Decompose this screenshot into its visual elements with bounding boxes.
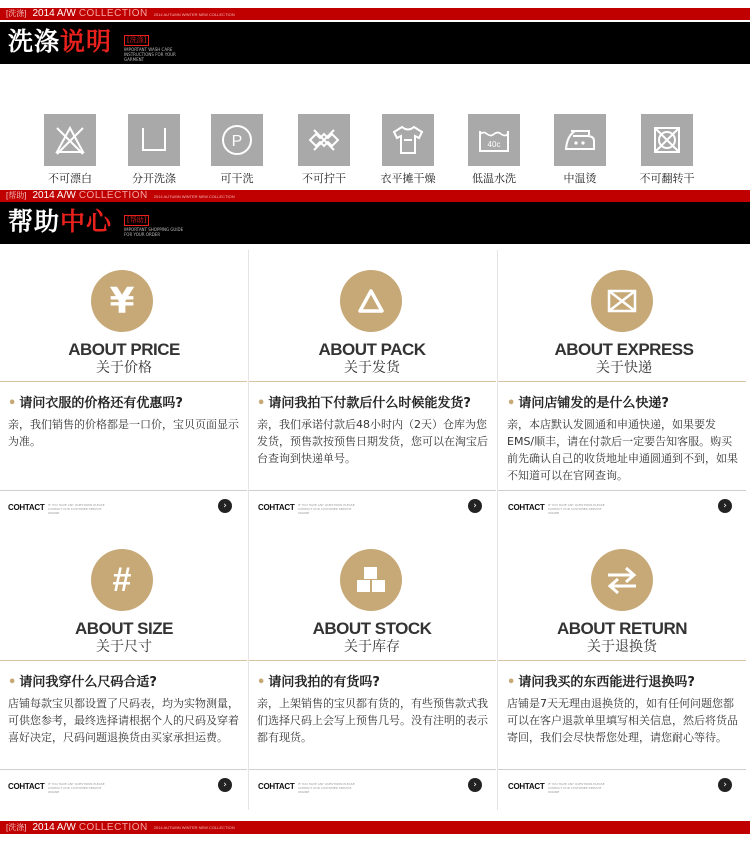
wash-label: 不可翻转干 <box>639 172 695 185</box>
chevron-right-icon[interactable]: › <box>468 778 482 792</box>
contact-fine-print: IF YOU HAVE ANY QUESTIONS PLEASE CONTACT OUR CUSTOMER SERVICE ONLINE <box>48 782 105 794</box>
wash-item-separate <box>123 114 185 186</box>
contact-label: COHTACT <box>8 503 45 512</box>
svg-text:P: P <box>231 133 243 150</box>
no-wring-icon <box>298 114 350 166</box>
wash-item-medium-iron <box>549 114 611 186</box>
contact-label: COHTACT <box>508 782 545 791</box>
divider <box>249 769 496 770</box>
divider <box>0 490 247 491</box>
wash-label: 中温烫 <box>563 172 597 185</box>
top-collection-banner <box>0 8 750 20</box>
banner-tag: [帮助] <box>6 191 27 200</box>
card-question: • 请问我穿什么尺码合适? <box>8 675 157 690</box>
washing-badge: [洗涤] <box>124 35 149 46</box>
contact-label: COHTACT <box>258 782 295 791</box>
help-badge: [帮助] <box>124 215 149 226</box>
divider <box>498 490 746 491</box>
banner-tag: [洗涤] <box>6 822 27 832</box>
card-title-en: ABOUT STOCK <box>312 619 432 638</box>
card-answer: 亲，我们承诺付款后48小时内（2天）仓库为您发货，预售款按预售日期发货，您可以在淘宝后台查询到快递单号。 <box>257 418 488 465</box>
envelope-icon <box>591 270 653 332</box>
contact-label: COHTACT <box>8 782 45 791</box>
divider <box>0 381 247 382</box>
chevron-right-icon[interactable]: › <box>718 778 732 792</box>
wash-label: 低温水洗 <box>472 172 516 185</box>
chevron-right-icon[interactable]: › <box>718 499 732 513</box>
help-title: 帮助中心 <box>8 207 113 236</box>
divider <box>0 769 247 770</box>
wash-item-dry-clean <box>206 114 268 186</box>
card-title-cn: 关于库存 <box>344 639 400 655</box>
card-title-cn: 关于快递 <box>596 360 652 376</box>
wash-item-no-tumble <box>636 114 698 186</box>
wash-label: 衣平摊干燥 <box>380 172 436 185</box>
banner-year: 2014 A/W <box>32 821 76 833</box>
banner-tag: [洗涤] <box>6 9 27 18</box>
hash-icon: # <box>91 549 153 611</box>
boxes-icon <box>340 549 402 611</box>
wash-label: 分开洗涤 <box>132 172 176 185</box>
bottom-collection-banner <box>0 821 750 834</box>
card-title-en: ABOUT PRICE <box>68 340 180 359</box>
no-tumble-dry-icon <box>641 114 693 166</box>
contact-fine-print: IF YOU HAVE ANY QUESTIONS PLEASE CONTACT OUR CUSTOMER SERVICE ONLINE <box>48 503 105 515</box>
divider <box>498 381 746 382</box>
svg-text:40c: 40c <box>487 140 501 149</box>
exchange-arrows-icon <box>591 549 653 611</box>
no-bleach-icon <box>44 114 96 166</box>
help-header <box>0 202 750 244</box>
wash-separately-icon <box>128 114 180 166</box>
contact-label: COHTACT <box>508 503 545 512</box>
washing-header <box>0 22 750 64</box>
wash-item-hang-dry <box>377 114 439 186</box>
card-question: • 请问衣服的价格还有优惠吗? <box>8 396 183 411</box>
divider <box>498 769 746 770</box>
triangle-icon <box>340 270 402 332</box>
wash-label: 不可拧干 <box>302 172 346 185</box>
washing-fine-print: IMPORTANT WASH CARE INSTRUCTIONS FOR YOUR GARMENT <box>124 47 176 62</box>
chevron-right-icon[interactable]: › <box>218 778 232 792</box>
card-question: • 请问我拍的有货吗? <box>257 675 380 690</box>
banner-fine-print: 2014 AUTUMN WINTER NEW COLLECTION <box>153 825 235 830</box>
card-answer: 亲，我们销售的价格都是一口价，宝贝页面显示为准。 <box>8 418 239 448</box>
card-title-cn: 关于尺寸 <box>96 639 152 655</box>
card-title-en: ABOUT PACK <box>318 340 426 359</box>
banner-fine-print: 2014 AUTUMN WINTER NEW COLLECTION <box>153 193 235 199</box>
divider <box>498 660 746 661</box>
contact-fine-print: IF YOU HAVE ANY QUESTIONS PLEASE CONTACT OUR CUSTOMER SERVICE ONLINE <box>298 782 355 794</box>
chevron-right-icon[interactable]: › <box>218 499 232 513</box>
medium-iron-icon <box>554 114 606 166</box>
middle-collection-banner <box>0 190 750 202</box>
card-title-cn: 关于发货 <box>344 360 400 376</box>
card-answer: 亲，本店默认发圆通和申通快递，如果要发EMS/顺丰，请在付款后一定要告知客服。购买前先确认自己的收货地址申通圆通到不到，如果不知道可以在官网查询。 <box>507 418 738 482</box>
yen-icon: ¥ <box>91 270 153 332</box>
card-answer: 店铺每款宝贝都设置了尺码表，均为实物测量，可供您参考，最终选择请根据个人的尺码及穿着喜好决定，尺码问题退换货由买家承担运费。 <box>8 697 239 744</box>
banner-year: 2014 A/W <box>32 8 76 19</box>
divider <box>249 490 496 491</box>
wash-item-no-wring <box>293 114 355 186</box>
card-title-en: ABOUT EXPRESS <box>554 340 694 359</box>
banner-collection: COLLECTION <box>78 8 148 19</box>
card-answer: 亲，上架销售的宝贝都有货的，有些预售款式我们选择尺码上会写上预售几号。没有注明的表示都有现货。 <box>257 697 488 744</box>
card-title-cn: 关于退换货 <box>587 639 657 655</box>
wash-label: 可干洗 <box>220 172 254 185</box>
divider <box>497 250 498 810</box>
card-title-en: ABOUT SIZE <box>75 619 173 638</box>
contact-label: COHTACT <box>258 503 295 512</box>
washing-title: 洗涤说明 <box>8 27 113 56</box>
card-title-en: ABOUT RETURN <box>557 619 687 638</box>
hang-dry-icon <box>382 114 434 166</box>
divider <box>249 381 496 382</box>
wash-item-low-temp <box>463 114 525 186</box>
card-question: • 请问我拍下付款后什么时候能发货? <box>257 396 471 411</box>
contact-fine-print: IF YOU HAVE ANY QUESTIONS PLEASE CONTACT OUR CUSTOMER SERVICE ONLINE <box>548 503 605 515</box>
card-answer: 店铺是7天无理由退换货的，如有任何问题您都可以在客户退款单里填写相关信息，然后将货品寄回，我们会尽快帮您处理，请您耐心等待。 <box>507 697 738 744</box>
card-title-cn: 关于价格 <box>96 360 152 376</box>
dry-clean-icon <box>211 114 263 166</box>
banner-fine-print: 2014 AUTUMN WINTER NEW COLLECTION <box>153 11 235 17</box>
banner-year: 2014 A/W <box>32 190 76 201</box>
chevron-right-icon[interactable]: › <box>468 499 482 513</box>
contact-fine-print: IF YOU HAVE ANY QUESTIONS PLEASE CONTACT OUR CUSTOMER SERVICE ONLINE <box>298 503 355 515</box>
banner-collection: COLLECTION <box>78 821 148 833</box>
divider <box>249 660 496 661</box>
contact-fine-print: IF YOU HAVE ANY QUESTIONS PLEASE CONTACT OUR CUSTOMER SERVICE ONLINE <box>548 782 605 794</box>
help-fine-print: IMPORTANT SHOPPING GUIDE FOR YOUR ORDER <box>124 227 184 237</box>
low-temp-wash-icon <box>468 114 520 166</box>
banner-collection: COLLECTION <box>78 190 148 201</box>
divider <box>248 250 249 810</box>
divider <box>0 660 247 661</box>
wash-label: 不可漂白 <box>48 172 92 185</box>
card-question: • 请问店铺发的是什么快递? <box>507 396 669 411</box>
card-question: • 请问我买的东西能进行退换吗? <box>507 675 695 690</box>
wash-item-no-bleach <box>39 114 101 186</box>
